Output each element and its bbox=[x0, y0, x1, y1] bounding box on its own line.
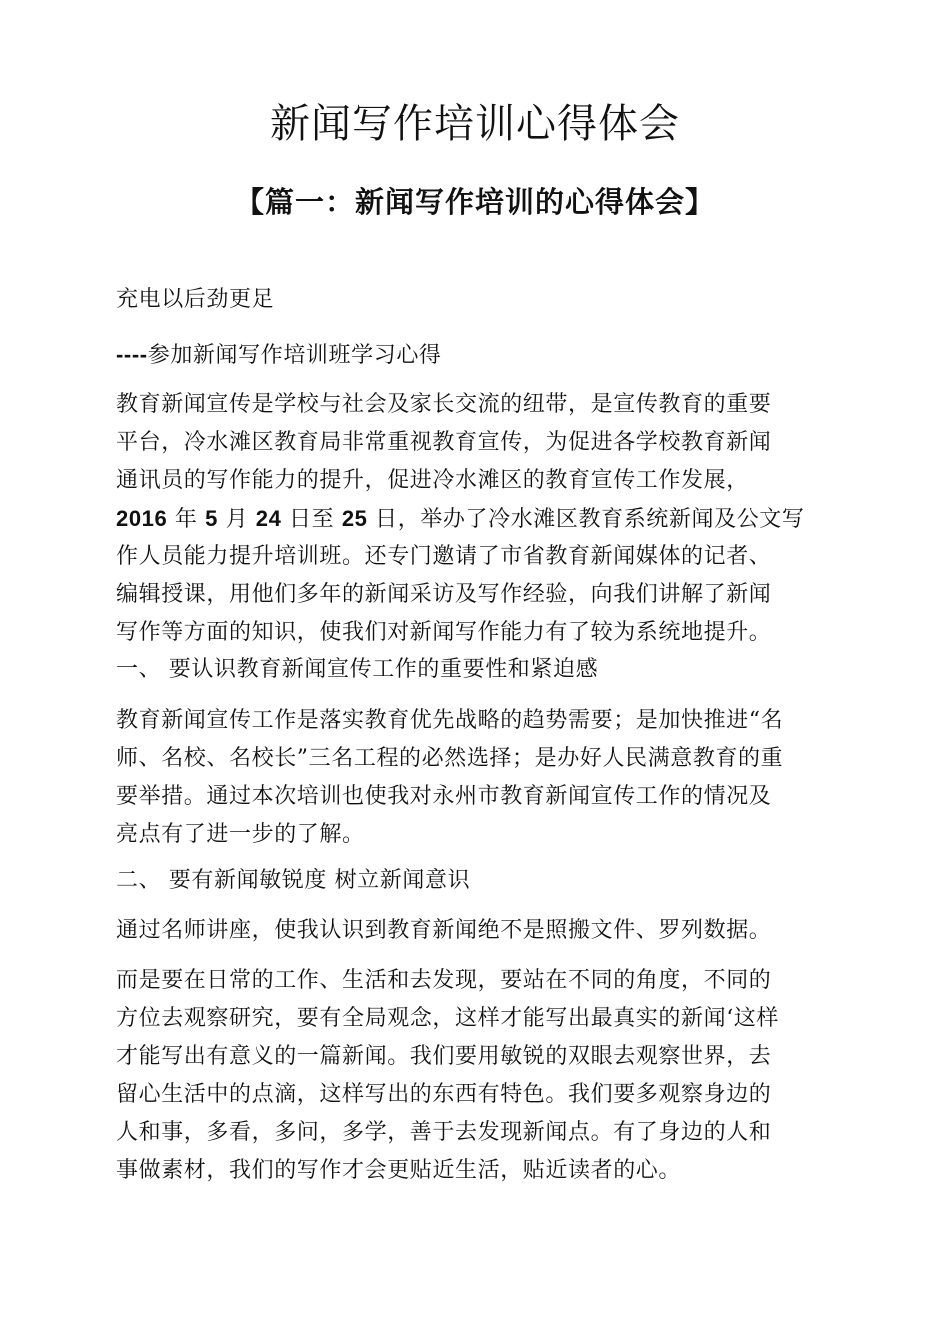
paragraph-line: 而是要在日常的工作、生活和去发现，要站在不同的角度，不同的 bbox=[116, 968, 772, 993]
date-month: 5 bbox=[205, 506, 218, 531]
date-year: 2016 bbox=[116, 506, 168, 531]
subheading-text: 参加新闻写作培训班学习心得 bbox=[147, 343, 442, 368]
section-2-paragraph bbox=[116, 962, 836, 1190]
paragraph-line: 事做素材，我们的写作才会更贴近生活，贴近读者的心。 bbox=[116, 1158, 682, 1183]
essay-heading: 充电以后劲更足 bbox=[116, 287, 275, 312]
date-rest: 日，举办了冷水滩区教育系统新闻及公文写 bbox=[367, 507, 805, 532]
section-2-lead-line: 通过名师讲座，使我认识到教育新闻绝不是照搬文件、罗列数据。 bbox=[116, 918, 772, 943]
section-1-heading: 一、 要认识教育新闻宣传工作的重要性和紧迫感 bbox=[116, 657, 599, 682]
paragraph-line: 平台，冷水滩区教育局非常重视教育宣传，为促进各学校教育新闻 bbox=[116, 430, 772, 455]
dash-prefix: ---- bbox=[116, 342, 148, 367]
paragraph-line: 师、名校、名校长”三名工程的必然选择；是办好人民满意教育的重 bbox=[116, 746, 784, 771]
paragraph-line: 教育新闻宣传是学校与社会及家长交流的纽带，是宣传教育的重要 bbox=[116, 392, 772, 417]
paragraph-line: 通讯员的写作能力的提升，促进冷水滩区的教育宣传工作发展， bbox=[116, 468, 749, 493]
document-subtitle: 【篇一：新闻写作培训的心得体会】 bbox=[234, 185, 715, 219]
paragraph-line: 方位去观察研究，要有全局观念，这样才能写出最真实的新闻‘这样 bbox=[116, 1006, 779, 1031]
section-1-paragraph bbox=[116, 702, 836, 854]
paragraph-line-date bbox=[116, 500, 836, 538]
document-title: 新闻写作培训心得体会 bbox=[270, 101, 680, 147]
essay-subheading bbox=[116, 336, 836, 375]
paragraph-line: 人和事，多看，多问，多学，善于去发现新闻点。有了身边的人和 bbox=[116, 1120, 772, 1145]
section-2-heading: 二、 要有新闻敏锐度 树立新闻意识 bbox=[116, 868, 471, 893]
date-day-start: 24 bbox=[255, 506, 282, 531]
date-unit: 月 bbox=[217, 507, 256, 532]
date-unit: 年 bbox=[167, 507, 206, 532]
paragraph-line: 要举措。通过本次培训也使我对永州市教育新闻宣传工作的情况及 bbox=[116, 784, 772, 809]
date-unit: 日至 bbox=[281, 507, 342, 532]
paragraph-line: 作人员能力提升培训班。还专门邀请了市省教育新闻媒体的记者、 bbox=[116, 544, 772, 569]
paragraph-line: 才能写出有意义的一篇新闻。我们要用敏锐的双眼去观察世界，去 bbox=[116, 1044, 772, 1069]
date-day-end: 25 bbox=[341, 506, 368, 531]
paragraph-line: 教育新闻宣传工作是落实教育优先战略的趋势需要；是加快推进“名 bbox=[116, 708, 784, 733]
intro-paragraph bbox=[116, 386, 836, 652]
paragraph-line: 亮点有了进一步的了解。 bbox=[116, 822, 365, 847]
paragraph-line: 写作等方面的知识，使我们对新闻写作能力有了较为系统地提升。 bbox=[116, 620, 772, 645]
paragraph-line: 编辑授课，用他们多年的新闻采访及写作经验，向我们讲解了新闻 bbox=[116, 582, 772, 607]
paragraph-line: 留心生活中的点滴，这样写出的东西有特色。我们要多观察身边的 bbox=[116, 1082, 772, 1107]
